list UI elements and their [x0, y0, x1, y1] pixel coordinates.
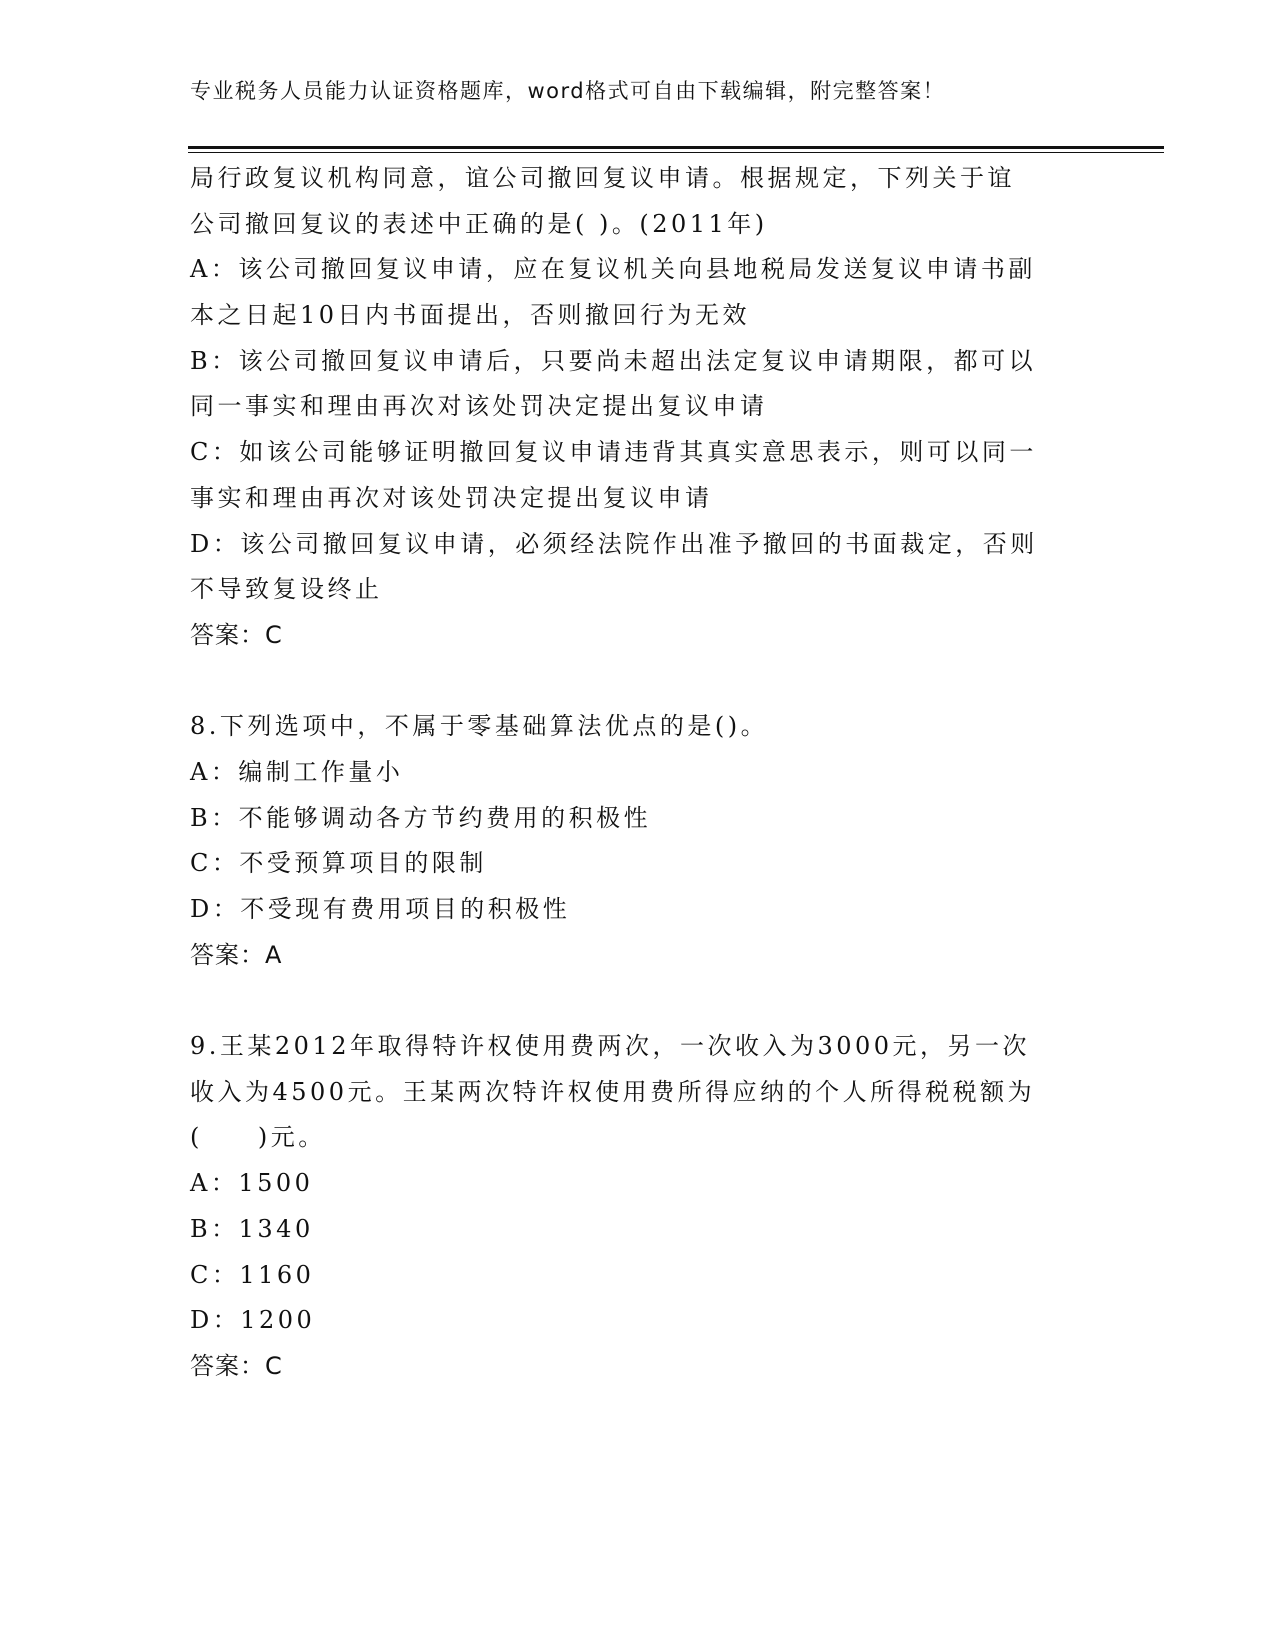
page-header: 专业税务人员能力认证资格题库，word格式可自由下载编辑，附完整答案！	[190, 79, 946, 103]
option-a: A：1500	[190, 1169, 314, 1198]
option-a: A：编制工作量小	[190, 757, 404, 786]
option-d: D：不受现有费用项目的积极性	[190, 895, 571, 923]
option-d: D：1200	[190, 1306, 316, 1335]
header-rule-thin	[188, 152, 1164, 153]
option-c: C：1160	[190, 1260, 315, 1289]
question-9	[190, 1024, 1090, 1390]
question-stem-line: 收入为4500元。王某两次特许权使用费所得应纳的个人所得税税额为	[190, 1077, 1036, 1106]
option-a-line: 本之日起10日内书面提出，否则撤回行为无效	[190, 301, 751, 330]
answer-label: 答案：C	[190, 620, 283, 649]
question-stem-line: 局行政复议机构同意，谊公司撤回复议申请。根据规定，下列关于谊	[190, 164, 1015, 192]
question-stem-line: 9.王某2012年取得特许权使用费两次，一次收入为3000元，另一次	[190, 1032, 1031, 1061]
question-8	[190, 704, 1090, 978]
question-stem-line: 公司撤回复议的表述中正确的是( )。(2011年)	[190, 209, 768, 238]
answer-label: 答案：C	[190, 1351, 283, 1380]
option-b: B：不能够调动各方节约费用的积极性	[190, 803, 652, 832]
spacer	[190, 978, 1090, 1024]
question-stem: 8.下列选项中，不属于零基础算法优点的是()。	[190, 712, 769, 741]
option-d-line: D：该公司撤回复议申请，必须经法院作出准予撤回的书面裁定，否则	[190, 529, 1038, 558]
option-c: C：不受预算项目的限制	[190, 849, 487, 878]
document-body	[190, 156, 1090, 1390]
option-c-line: 事实和理由再次对该处罚决定提出复议申请	[190, 483, 713, 512]
answer-label: 答案：A	[190, 940, 283, 969]
option-c-line: C：如该公司能够证明撤回复议申请违背其真实意思表示，则可以同一	[190, 438, 1037, 467]
option-b-line: B：该公司撤回复议申请后，只要尚未超出法定复议申请期限，都可以	[190, 346, 1037, 375]
option-d-line: 不导致复设终止	[190, 575, 383, 604]
spacer	[190, 659, 1090, 705]
header-rule-thick	[188, 146, 1164, 149]
option-b: B：1340	[190, 1214, 314, 1243]
option-b-line: 同一事实和理由再次对该处罚决定提出复议申请	[190, 392, 768, 421]
question-7	[190, 156, 1090, 659]
option-a-line: A：该公司撤回复议申请，应在复议机关向县地税局发送复议申请书副	[190, 255, 1036, 284]
question-stem-line: ( )元。	[190, 1123, 326, 1152]
